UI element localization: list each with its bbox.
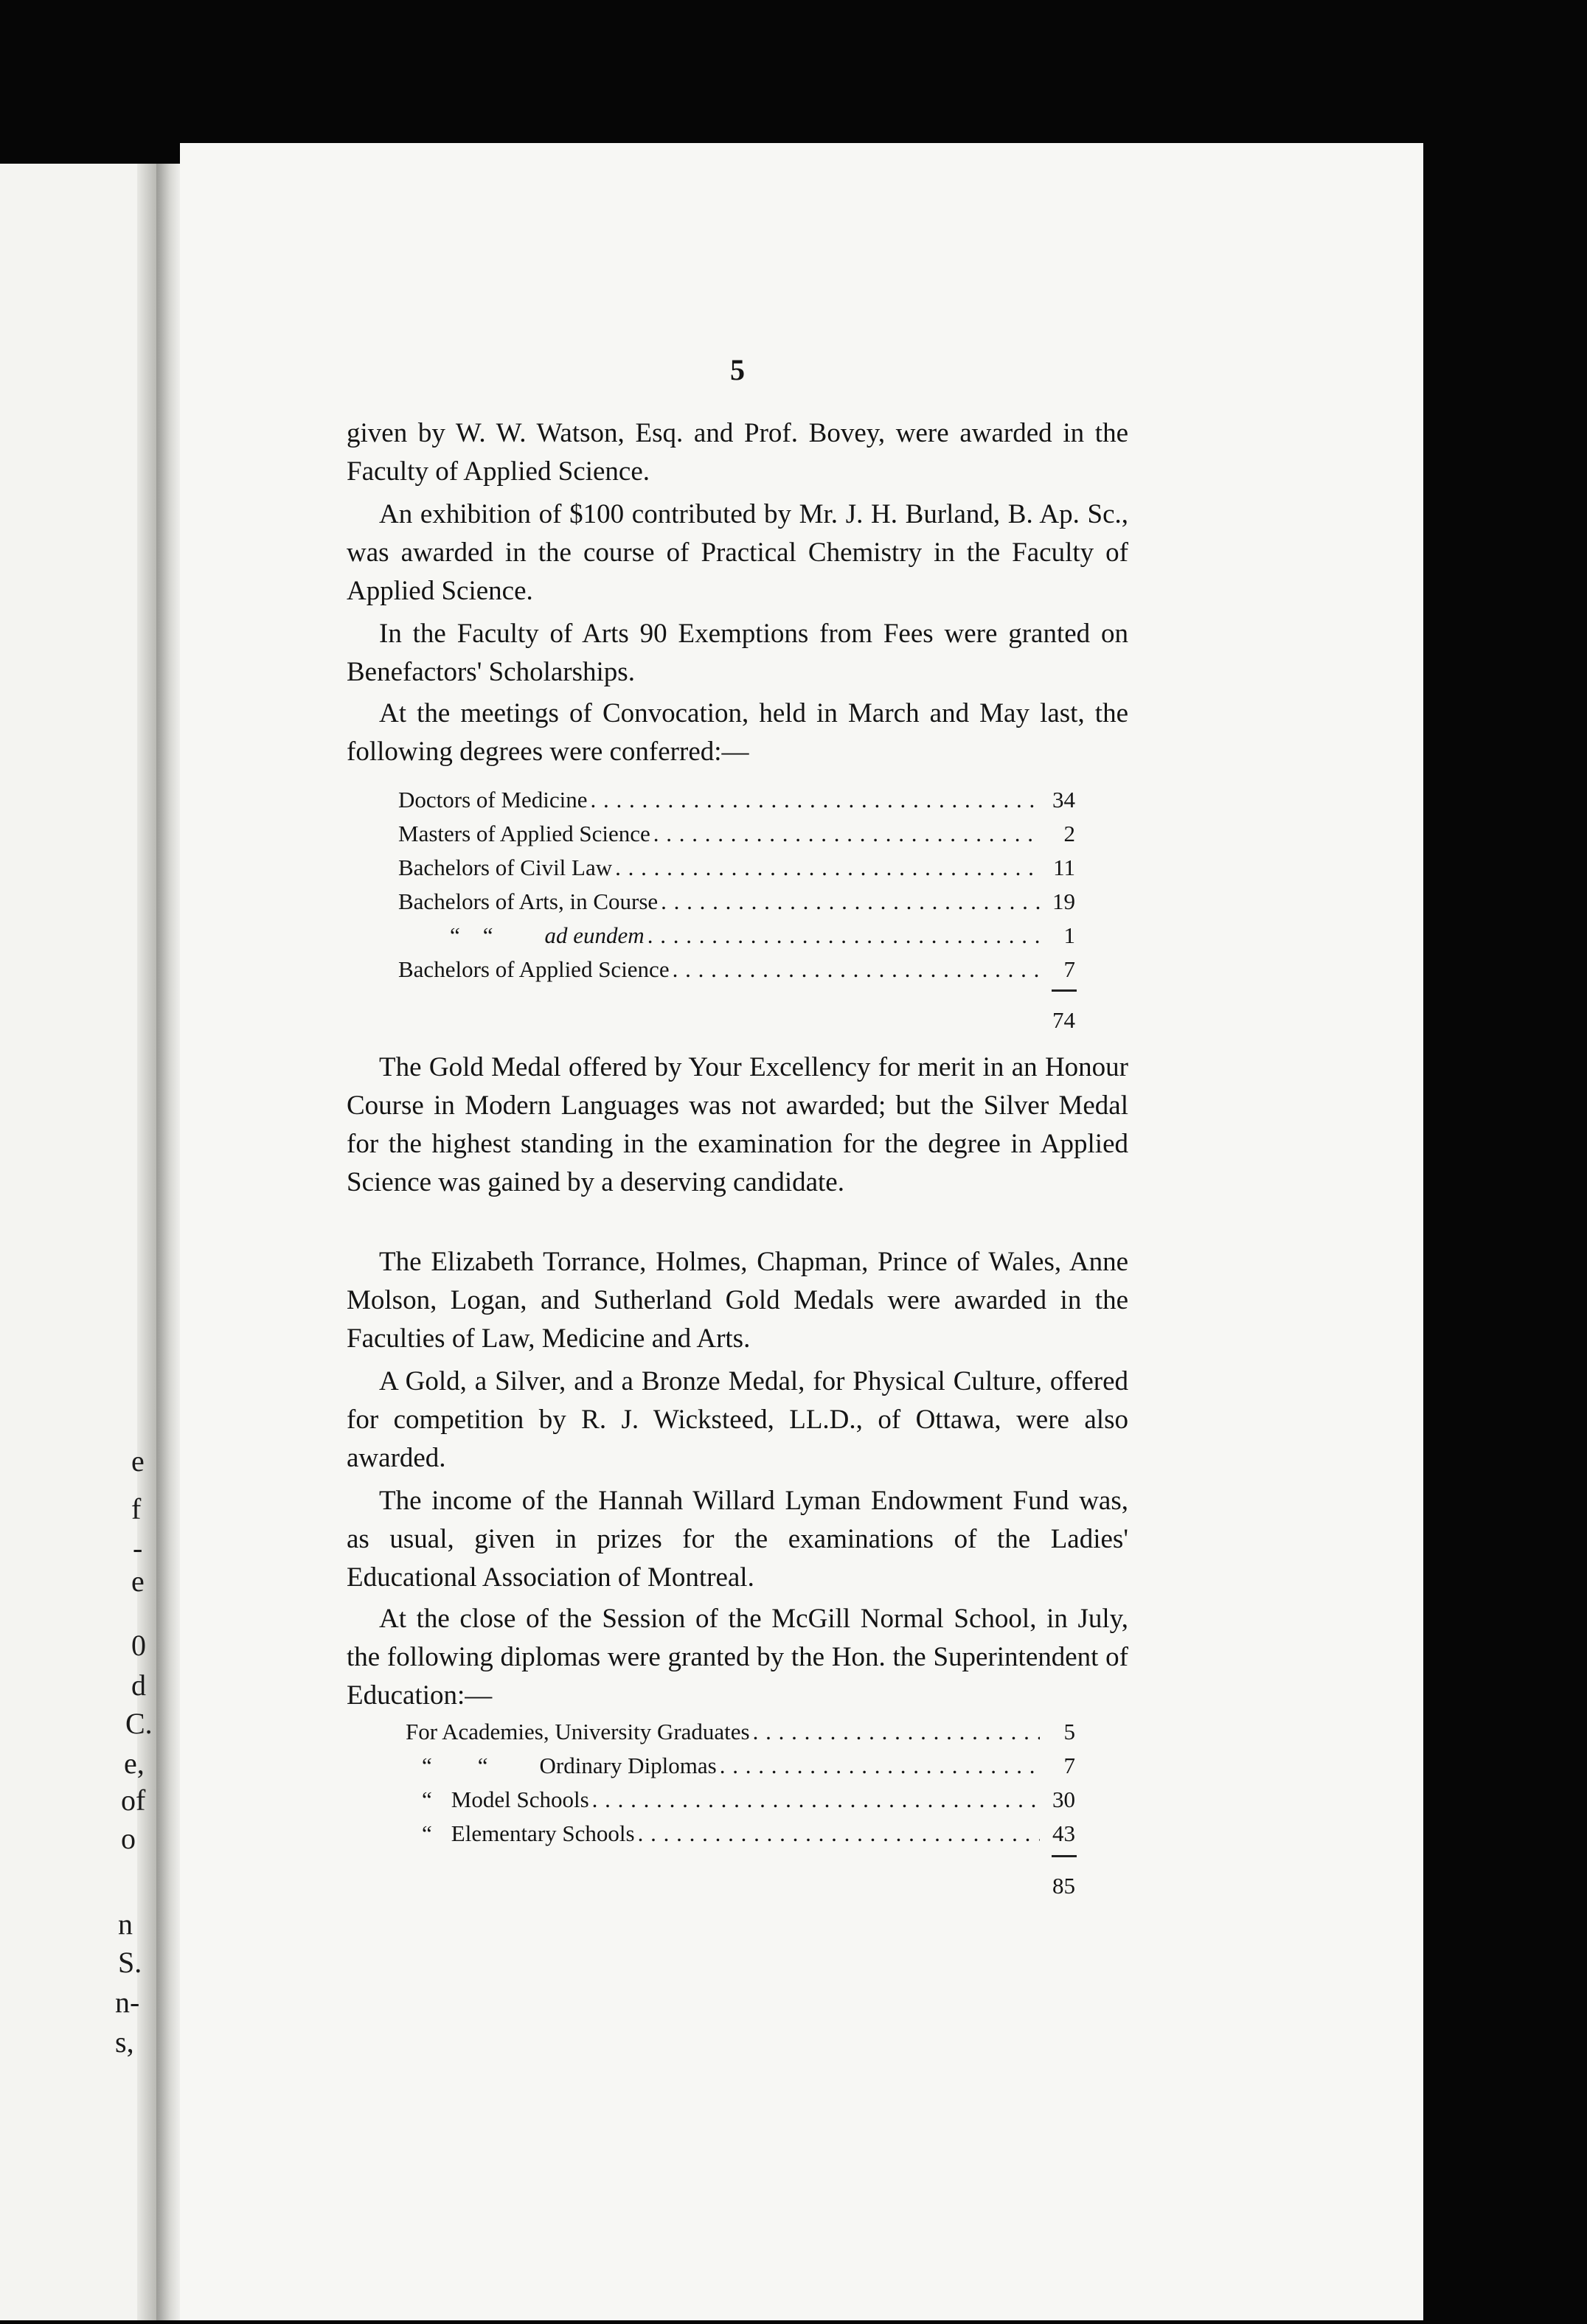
row-label <box>406 1817 635 1851</box>
paragraph: An exhibition of $100 contributed by Mr. J. H. Burland, B. Ap. Sc., was awarded in the course of Practical Chemistry in the Faculty of Applied Science. <box>347 499 1128 606</box>
leader-dots <box>653 817 1040 851</box>
facing-page-fragment: e, <box>124 1747 145 1780</box>
leader-dots <box>661 885 1040 919</box>
row-label: Bachelors of Civil Law <box>398 855 613 880</box>
row-value: 2 <box>1063 821 1075 846</box>
facing-page-fragment: e <box>131 1444 145 1478</box>
diplomas-table <box>406 1715 1075 1851</box>
facing-page-fragment: f <box>131 1492 142 1525</box>
facing-page <box>0 164 156 2320</box>
table-row <box>406 1817 1075 1851</box>
facing-page-fragment: o <box>121 1822 136 1855</box>
table-row <box>406 1783 1075 1817</box>
row-label <box>406 1749 717 1783</box>
facing-page-shadow <box>137 164 156 2320</box>
paragraph: The Elizabeth Torrance, Holmes, Chapman, Prince of Wales, Anne Molson, Logan, and Sutherland Gold Medals were awarded in the Faculties of Law, Medicine and Arts. <box>347 1247 1128 1354</box>
row-value: 11 <box>1053 855 1075 880</box>
leader-dots <box>592 1783 1040 1817</box>
table-row <box>398 851 1075 885</box>
row-label: Bachelors of Arts, in Course <box>398 888 659 914</box>
sum-rule <box>1052 989 1077 992</box>
ditto-marks: “ <box>422 1820 432 1846</box>
facing-page-fragment: e <box>131 1565 145 1598</box>
paragraph: At the close of the Session of the McGill Normal School, in July, the following diplomas were granted by the Hon. the Superintendent of Education:— <box>347 1604 1128 1711</box>
table-row <box>398 953 1075 987</box>
ditto-marks: “ <box>422 1787 432 1812</box>
facing-page-fragment: s, <box>115 2025 134 2059</box>
leader-dots <box>647 919 1040 953</box>
leader-dots <box>753 1715 1040 1749</box>
row-value: 43 <box>1052 1820 1075 1846</box>
row-label <box>406 1783 589 1817</box>
leader-dots <box>720 1749 1040 1783</box>
row-value: 7 <box>1063 956 1075 982</box>
row-value: 30 <box>1052 1787 1075 1812</box>
facing-page-fragment: - <box>133 1531 143 1565</box>
row-label-text: Elementary Schools <box>451 1820 635 1846</box>
row-label: Doctors of Medicine <box>398 787 588 813</box>
row-value: 19 <box>1052 888 1075 914</box>
facing-page-fragment: C. <box>125 1707 153 1740</box>
row-label: Masters of Applied Science <box>398 821 650 846</box>
ditto-marks: “ “ <box>450 922 493 948</box>
paragraph: In the Faculty of Arts 90 Exemptions from Fees were granted on Benefactors' Scholarships. <box>347 619 1128 687</box>
paragraph: A Gold, a Silver, and a Bronze Medal, for Physical Culture, offered for competition by R. J. Wicksteed, LL.D., of Ottawa, were also awarded. <box>347 1366 1128 1473</box>
table-row <box>398 817 1075 851</box>
facing-page-fragment: d <box>131 1669 146 1702</box>
row-value: 34 <box>1052 787 1075 813</box>
row-label: For Academies, University Graduates <box>406 1719 750 1744</box>
facing-page-fragment: n- <box>115 1986 140 2019</box>
facing-page-fragment: S. <box>118 1946 142 1979</box>
facing-page-fragment: 0 <box>131 1629 146 1662</box>
paragraph: The Gold Medal offered by Your Excellency for merit in an Honour Course in Modern Languages was not awarded; but the Silver Medal for the highest standing in the examination for the degree in Applied Science was gained by a deserving candidate. <box>347 1052 1128 1197</box>
row-label: Bachelors of Applied Science <box>398 956 670 982</box>
sum-rule <box>1052 1855 1077 1857</box>
row-value: 5 <box>1063 1719 1075 1744</box>
leader-dots <box>673 953 1040 987</box>
row-value: 1 <box>1063 922 1075 948</box>
paragraph: At the meetings of Convocation, held in March and May last, the following degrees were conferred:— <box>347 698 1128 767</box>
document-page <box>180 143 1423 2320</box>
leader-dots <box>638 1817 1040 1851</box>
table-row <box>398 783 1075 817</box>
facing-page-fragment: of <box>121 1784 146 1817</box>
degrees-total: 74 <box>1052 1007 1075 1033</box>
table-row <box>398 885 1075 919</box>
ditto-marks: “ “ <box>422 1753 488 1778</box>
table-row <box>398 919 1075 953</box>
paragraph: The income of the Hannah Willard Lyman Endowment Fund was, as usual, given in prizes for the examinations of the Ladies' Educational Association of Montreal. <box>347 1486 1128 1593</box>
leader-dots <box>591 783 1040 817</box>
row-label-italic: ad eundem <box>544 922 645 948</box>
row-label-text: Ordinary Diplomas <box>539 1753 717 1778</box>
row-label-text: Model Schools <box>451 1787 589 1812</box>
row-value: 7 <box>1063 1753 1075 1778</box>
degrees-table <box>398 783 1075 987</box>
paragraph: given by W. W. Watson, Esq. and Prof. Bovey, were awarded in the Faculty of Applied Science. <box>347 418 1128 487</box>
diplomas-total: 85 <box>1052 1873 1075 1899</box>
page-number: 5 <box>730 353 745 386</box>
leader-dots <box>615 851 1040 885</box>
table-row <box>406 1749 1075 1783</box>
book-gutter <box>156 164 180 2320</box>
table-row <box>406 1715 1075 1749</box>
row-label <box>398 919 645 953</box>
facing-page-fragment: n <box>118 1907 133 1941</box>
